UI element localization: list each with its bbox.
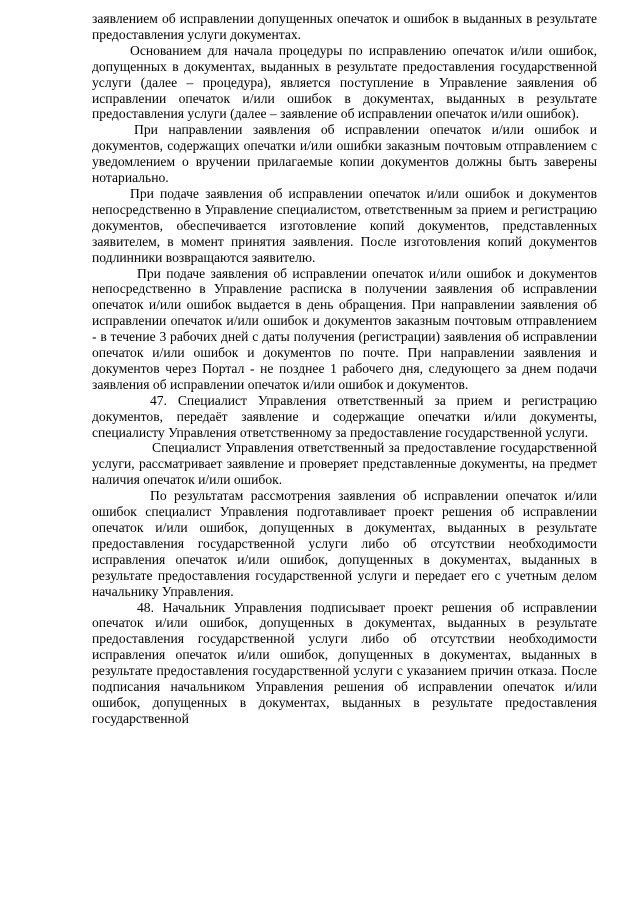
- paragraph-postal-submission: При направлении заявления об исправлении опечаток и/или ошибок и документов, содержащих опечатки и/или ошибки заказным почтовым отправлением с уведомлением о вручении прилагаемые копии документов должны быть заверены нотариально.: [92, 122, 597, 186]
- paragraph-receipt-terms: При подаче заявления об исправлении опечаток и/или ошибок и документов непосредственно в Управление расписка в получении заявления об исправлении опечаток и/или ошибок выдается в день обращения. При направлении заявления об исправлении опечаток и/или ошибок и документов заказным почтовым отправлением - в течение 3 рабочих дней с даты получения (регистрации) заявления об исправлении опечаток и/или ошибок и документов по почте. При направлении заявления и документов через Портал - не позднее 1 рабочего дня, следующего за днем подачи заявления об исправлении опечаток и/или ошибок и документов.: [92, 265, 597, 392]
- paragraph-item-47: 47. Специалист Управления ответственный за прием и регистрацию документов, передаёт заявление и содержащие опечатки и/или документы, специалисту Управления ответственному за предоставление государственной услуги.: [92, 392, 597, 440]
- paragraph-continuation: заявлением об исправлении допущенных опечаток и ошибок в выданных в результате предоставления услуги документах.: [92, 11, 597, 42]
- paragraph-item-48: 48. Начальник Управления подписывает проект решения об исправлении опечаток и/или ошибок, допущенных в документах, выданных в результате предоставления государственной услуги либо об отсутствии необходимости исправления опечаток и/или ошибок, допущенных в документах, выданных в результате предоставления государственной услуги с указанием причин отказа. После подписания начальником Управления решения об исправлении опечаток и/или ошибок, допущенных в документах, выданных в результате предоставления государственной: [92, 599, 597, 726]
- paragraph-review: Специалист Управления ответственный за предоставление государственной услуги, рассматривает заявление и проверяет представленные документы, на предмет наличия опечаток и/или ошибок.: [92, 440, 597, 488]
- paragraph-procedure-basis: Основанием для начала процедуры по исправлению опечаток и/или ошибок, допущенных в документах, выданных в результате предоставления государственной услуги (далее – процедура), является поступление в Управление заявления об исправлении опечаток и/или ошибок в документах, выданных в результате предоставления услуги (далее – заявление об исправлении опечаток и/или ошибок).: [92, 42, 597, 122]
- paragraph-draft-decision: По результатам рассмотрения заявления об исправлении опечаток и/или ошибок специалист Управления подготавливает проект решения об исправлении опечаток и/или ошибок, допущенных в документах, выданных в результате предоставления государственной услуги либо об отсутствии необходимости исправления опечаток и/или ошибок, допущенных в документах, выданных в результате предоставления государственной услуги и передает его с учетным делом начальнику Управления.: [92, 488, 597, 599]
- paragraph-in-person-copies: При подаче заявления об исправлении опечаток и/или ошибок и документов непосредственно в Управление специалистом, ответственным за прием и регистрацию документов, обеспечивается изготовление копий документов, представленных заявителем, в момент принятия заявления. После изготовления копий документов подлинники возвращаются заявителю.: [92, 185, 597, 265]
